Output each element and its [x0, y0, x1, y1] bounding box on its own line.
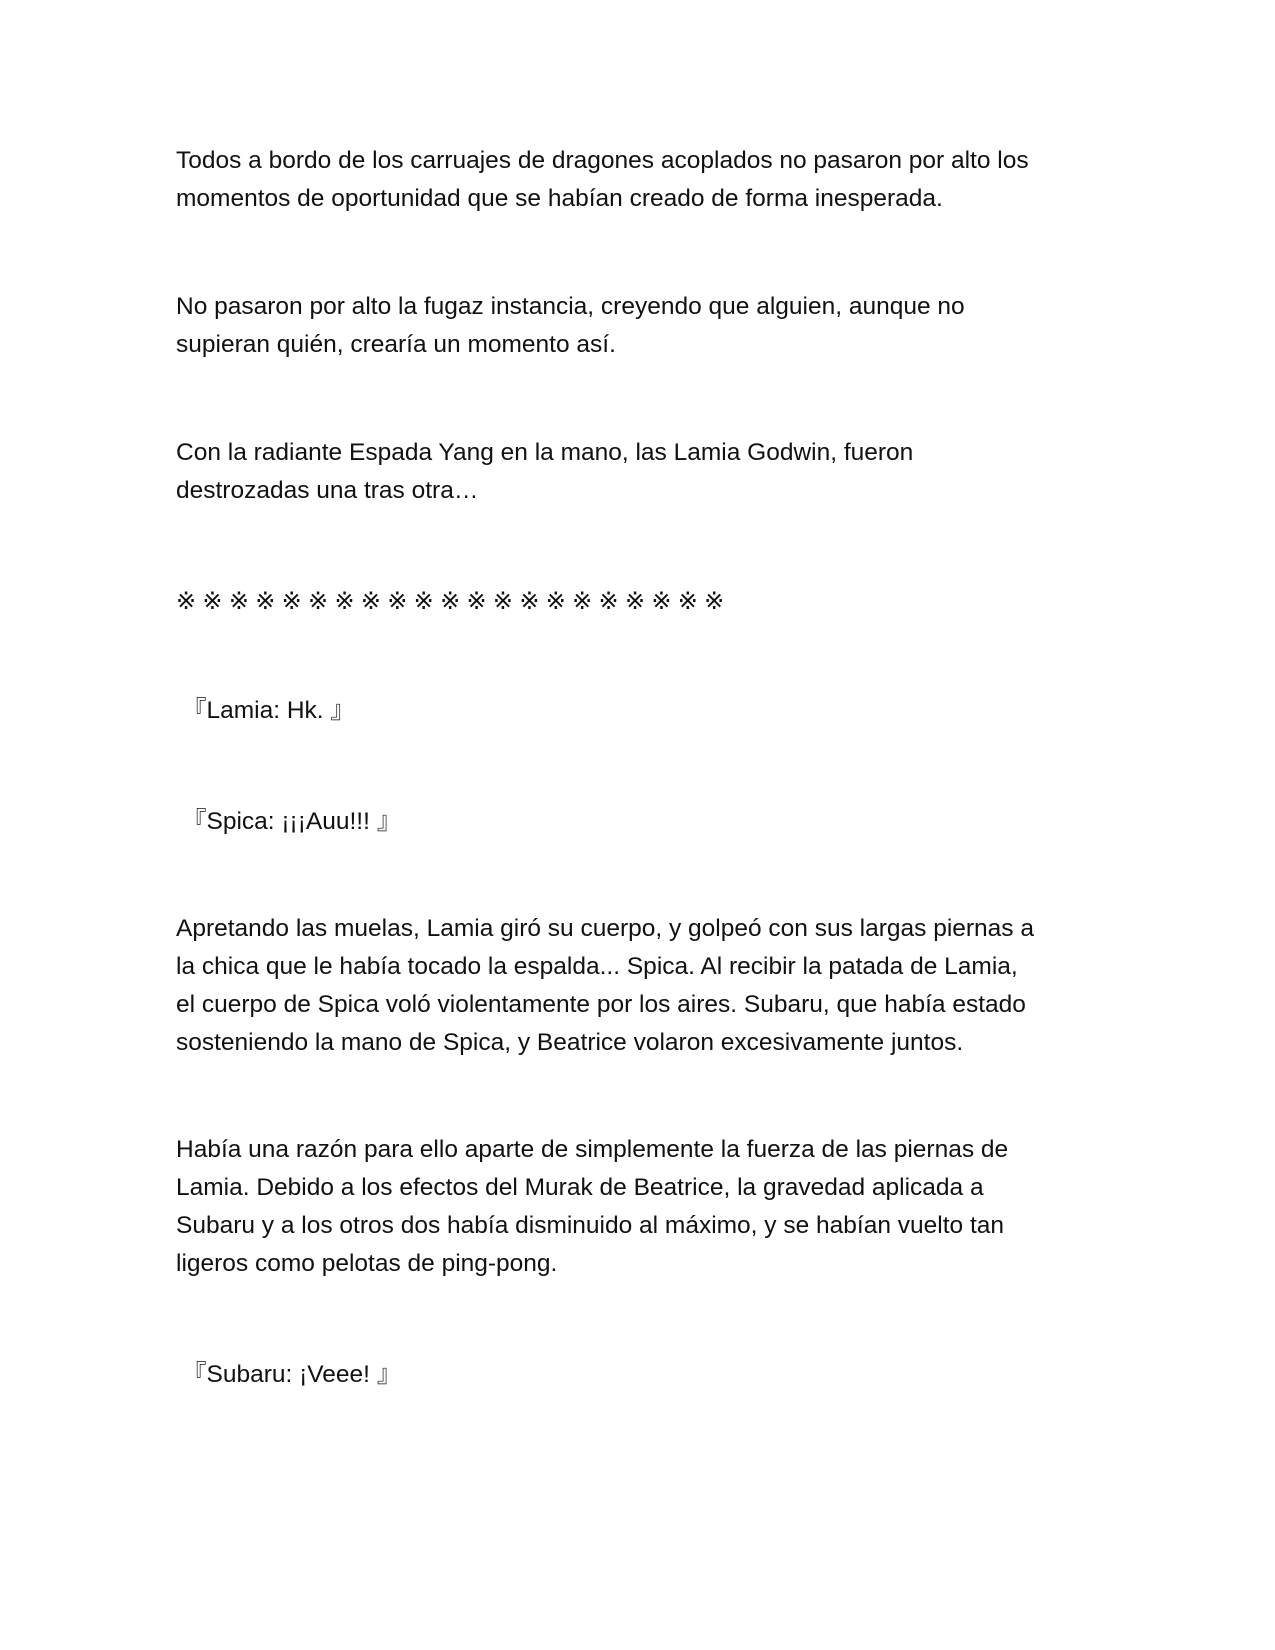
scene-break-divider: ※※※※※※※※※※※※※※※※※※※※※: [176, 587, 731, 615]
paragraph-line: supieran quién, crearía un momento así.: [176, 331, 616, 358]
dialogue-lamia: 『Lamia: Hk. 』: [182, 697, 355, 724]
paragraph-line: Lamia. Debido a los efectos del Murak de Beatrice, la gravedad aplicada a: [176, 1174, 984, 1201]
dialogue-spica: 『Spica: ¡¡¡Auu!!! 』: [182, 808, 402, 835]
paragraph-line: sosteniendo la mano de Spica, y Beatrice volaron excesivamente juntos.: [176, 1029, 964, 1056]
paragraph-line: Subaru y a los otros dos había disminuido al máximo, y se habían vuelto tan: [176, 1212, 1005, 1239]
paragraph-1: [176, 142, 1106, 218]
paragraph-line: ligeros como pelotas de ping-pong.: [176, 1250, 558, 1277]
paragraph-line: Todos a bordo de los carruajes de dragones acoplados no pasaron por alto los: [176, 147, 1029, 174]
paragraph-line: destrozadas una tras otra…: [176, 477, 479, 504]
paragraph-line: Había una razón para ello aparte de simplemente la fuerza de las piernas de: [176, 1136, 1009, 1163]
paragraph-4: [176, 910, 1106, 1062]
paragraph-line: momentos de oportunidad que se habían creado de forma inesperada.: [176, 185, 943, 212]
paragraph-line: la chica que le había tocado la espalda... Spica. Al recibir la patada de Lamia,: [176, 953, 1018, 980]
paragraph-line: No pasaron por alto la fugaz instancia, creyendo que alguien, aunque no: [176, 293, 965, 320]
paragraph-2: [176, 288, 1106, 364]
paragraph-line: el cuerpo de Spica voló violentamente por los aires. Subaru, que había estado: [176, 991, 1026, 1018]
paragraph-3: [176, 434, 1106, 510]
dialogue-subaru: 『Subaru: ¡Veee! 』: [182, 1361, 402, 1388]
paragraph-5: [176, 1131, 1106, 1283]
paragraph-line: Apretando las muelas, Lamia giró su cuerpo, y golpeó con sus largas piernas a: [176, 915, 1034, 942]
paragraph-line: Con la radiante Espada Yang en la mano, las Lamia Godwin, fueron: [176, 439, 914, 466]
